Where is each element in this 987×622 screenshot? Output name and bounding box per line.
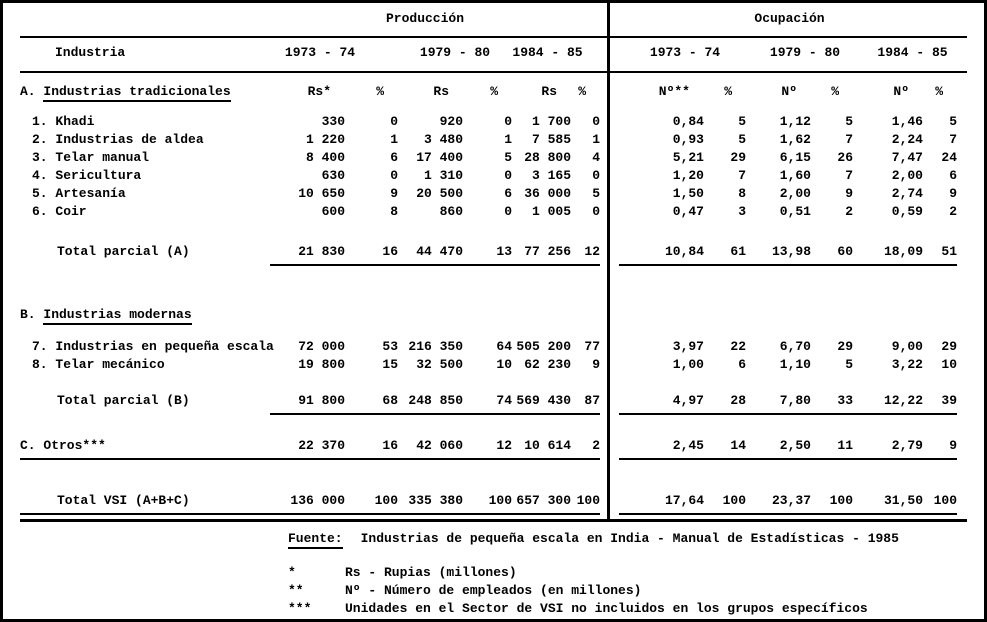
produccion-cell: 10 614 [512, 437, 571, 460]
ocupacion-cell: 60 [811, 243, 853, 266]
produccion-cell: 5 [504, 150, 512, 165]
produccion-cell: 3 165 [531, 168, 571, 183]
row-label: 5. Artesanía [32, 186, 126, 201]
ocupacion-cell: 28 [704, 392, 746, 415]
produccion-half-row [3, 306, 607, 324]
produccion-cell: 0 [592, 204, 600, 219]
ocupacion-cell: 7 [949, 132, 957, 147]
row-label: Total parcial (B) [57, 393, 190, 408]
ocupacion-cell: 0,93 [672, 132, 704, 147]
produccion-cell: 657 300 [512, 492, 571, 515]
produccion-cell: 0 [592, 114, 600, 129]
produccion-cell: 0 [504, 204, 512, 219]
produccion-cell: 0 [390, 168, 398, 183]
footnote-row [288, 582, 868, 600]
ocupacion-cell: 2,00 [779, 186, 811, 201]
footnotes [288, 564, 868, 618]
prod-period-header-1: 1973 - 74 [284, 45, 356, 60]
footnote-mark: ** [288, 583, 304, 598]
footnote-row [288, 564, 868, 582]
produccion-half-row [3, 243, 607, 266]
produccion-cell: 248 850 [398, 392, 463, 415]
produccion-cell: 1 700 [531, 114, 571, 129]
ocupacion-cell: 5 [738, 114, 746, 129]
table-row [3, 131, 984, 149]
ocupacion-half-row [607, 167, 984, 185]
produccion-cell: 1 [390, 132, 398, 147]
ocupacion-cell: Nº [781, 84, 797, 99]
ocupacion-cell: 5 [738, 132, 746, 147]
ocupacion-half-row [607, 83, 984, 101]
ocup-period-header-3: 1984 - 85 [877, 45, 948, 60]
ocupacion-cell: 6,15 [779, 150, 811, 165]
ocupacion-cell: 51 [923, 243, 957, 266]
ocupacion-cell: % [935, 84, 943, 99]
ocupacion-cell: 5 [949, 114, 957, 129]
ocupacion-half-row [607, 243, 984, 266]
ocupacion-cell: 2,79 [853, 437, 923, 460]
ocupacion-half-row [607, 356, 984, 374]
produccion-half-row [3, 356, 607, 374]
row-label: 3. Telar manual [32, 150, 150, 165]
ocupacion-cell: 9,00 [891, 339, 923, 354]
ocupacion-cell: 2,45 [619, 437, 704, 460]
produccion-cell: 68 [345, 392, 398, 415]
produccion-cell: 9 [390, 186, 398, 201]
produccion-cell: 100 [463, 492, 512, 515]
produccion-cell: 42 060 [398, 437, 463, 460]
ocupacion-half-row [607, 131, 984, 149]
produccion-half-row [3, 392, 607, 415]
ocupacion-half-row [607, 338, 984, 356]
produccion-cell: 4 [592, 150, 600, 165]
ocupacion-cell: % [831, 84, 839, 99]
produccion-cell: 36 000 [524, 186, 571, 201]
produccion-cell: 17 400 [416, 150, 463, 165]
produccion-cell: 10 [496, 357, 512, 372]
header-rule-top [20, 36, 967, 38]
ocupacion-cell: 0,84 [672, 114, 704, 129]
produccion-cell: 16 [345, 437, 398, 460]
ocupacion-half-row [607, 392, 984, 415]
ocupacion-cell: 9 [923, 437, 957, 460]
table-row [3, 113, 984, 131]
ocupacion-cell: 0,47 [672, 204, 704, 219]
ocupacion-cell: 1,60 [779, 168, 811, 183]
row-label: 4. Sericultura [32, 168, 142, 183]
produccion-cell: 1 [592, 132, 600, 147]
ocupacion-cell: 17,64 [619, 492, 704, 515]
produccion-cell: 100 [571, 492, 600, 515]
prod-period-header-3: 1984 - 85 [512, 45, 583, 60]
produccion-cell: 21 830 [270, 243, 345, 266]
table-row [3, 203, 984, 221]
produccion-cell: 0 [390, 114, 398, 129]
produccion-half-row [3, 492, 607, 515]
ocupacion-cell: 14 [704, 437, 746, 460]
source-text: Industrias de pequeña escala en India - Manual de Estadísticas - 1985 [360, 531, 899, 546]
ocupacion-cell: 3,22 [891, 357, 923, 372]
table-bottom-rule [20, 519, 967, 522]
produccion-cell: 3 480 [423, 132, 463, 147]
produccion-cell: 74 [463, 392, 512, 415]
produccion-cell: 2 [571, 437, 600, 460]
ocupacion-cell: 7 [845, 168, 853, 183]
produccion-cell: 12 [571, 243, 600, 266]
produccion-half-row [3, 131, 607, 149]
produccion-half-row [3, 113, 607, 131]
produccion-cell: 860 [439, 204, 463, 219]
produccion-cell: 1 [504, 132, 512, 147]
ocupacion-half-row [607, 203, 984, 221]
ocupacion-cell: 100 [811, 492, 853, 515]
ocupacion-cell: 1,00 [672, 357, 704, 372]
ocupacion-cell: 2,50 [746, 437, 811, 460]
ocupacion-column-group-header: Ocupación [754, 11, 825, 26]
ocupacion-half-row [607, 113, 984, 131]
produccion-cell: 9 [592, 357, 600, 372]
ocupacion-cell: 12,22 [853, 392, 923, 415]
ocupacion-cell: 3 [738, 204, 746, 219]
footnote-row [288, 600, 868, 618]
source-line [288, 531, 899, 546]
produccion-half-row [3, 83, 607, 101]
produccion-cell: 0 [504, 168, 512, 183]
table-row [3, 338, 984, 356]
ocupacion-half-row [607, 437, 984, 460]
ocupacion-cell: 33 [811, 392, 853, 415]
ocupacion-cell: 8 [738, 186, 746, 201]
produccion-cell: 330 [321, 114, 345, 129]
ocupacion-cell: 2,74 [891, 186, 923, 201]
produccion-ocupacion-divider [607, 3, 610, 522]
footnote-text: Rs - Rupias (millones) [345, 565, 517, 580]
produccion-cell: 28 800 [524, 150, 571, 165]
ocupacion-cell: % [724, 84, 732, 99]
table-row [3, 243, 984, 266]
produccion-cell: 77 256 [512, 243, 571, 266]
table-row [3, 356, 984, 374]
produccion-cell: Rs [541, 84, 557, 99]
produccion-cell: % [490, 84, 498, 99]
table-row [3, 492, 984, 515]
produccion-cell: % [376, 84, 384, 99]
ocupacion-cell: 1,50 [672, 186, 704, 201]
row-label: 6. Coir [32, 204, 87, 219]
produccion-cell: 72 000 [298, 339, 345, 354]
ocupacion-cell: 6 [738, 357, 746, 372]
ocupacion-cell: 100 [704, 492, 746, 515]
ocupacion-cell: 10,84 [619, 243, 704, 266]
produccion-cell: 91 800 [270, 392, 345, 415]
produccion-cell: 12 [463, 437, 512, 460]
produccion-cell: 87 [571, 392, 600, 415]
footnote-mark: * [288, 565, 296, 580]
table-row [3, 83, 984, 101]
ocupacion-cell: 2 [949, 204, 957, 219]
produccion-cell: Rs [433, 84, 449, 99]
produccion-cell: 600 [321, 204, 345, 219]
table-row [3, 167, 984, 185]
row-label: Total VSI (A+B+C) [20, 492, 270, 515]
ocupacion-cell: 2 [845, 204, 853, 219]
produccion-cell: 15 [382, 357, 398, 372]
ocupacion-cell: 13,98 [746, 243, 811, 266]
ocupacion-cell: 7,80 [746, 392, 811, 415]
produccion-cell: 6 [504, 186, 512, 201]
produccion-cell: 10 650 [298, 186, 345, 201]
row-label: Total parcial (A) [57, 244, 190, 259]
ocupacion-cell: 0,59 [891, 204, 923, 219]
ocupacion-cell: 29 [730, 150, 746, 165]
ocupacion-cell: 1,20 [672, 168, 704, 183]
ocupacion-cell: 29 [941, 339, 957, 354]
table-row [3, 306, 984, 324]
table-row [3, 437, 984, 460]
produccion-cell: 13 [463, 243, 512, 266]
ocupacion-cell: 6 [949, 168, 957, 183]
ocupacion-cell: 18,09 [853, 243, 923, 266]
produccion-cell: 136 000 [270, 492, 345, 515]
ocupacion-cell: 61 [704, 243, 746, 266]
produccion-cell: 32 500 [416, 357, 463, 372]
produccion-cell: 77 [584, 339, 600, 354]
prod-period-header-2: 1979 - 80 [419, 45, 491, 60]
row-label: 1. Khadi [32, 114, 95, 129]
ocupacion-cell: 9 [845, 186, 853, 201]
produccion-half-row [3, 167, 607, 185]
produccion-cell: 100 [345, 492, 398, 515]
row-label: 8. Telar mecánico [32, 357, 165, 372]
produccion-column-group-header: Producción [385, 11, 464, 26]
ocupacion-cell: 11 [811, 437, 853, 460]
produccion-half-row [3, 437, 607, 460]
produccion-cell: 1 310 [423, 168, 463, 183]
produccion-cell: % [578, 84, 586, 99]
produccion-cell: 1 005 [531, 204, 571, 219]
ocupacion-cell: 7,47 [891, 150, 923, 165]
table-row [3, 392, 984, 415]
ocupacion-cell: 39 [923, 392, 957, 415]
produccion-cell: 335 380 [398, 492, 463, 515]
produccion-cell: 569 430 [512, 392, 571, 415]
produccion-cell: 8 400 [305, 150, 345, 165]
ocupacion-cell: 10 [941, 357, 957, 372]
produccion-half-row [3, 149, 607, 167]
produccion-cell: 7 585 [531, 132, 571, 147]
ocupacion-cell: 2,00 [891, 168, 923, 183]
row-label: 7. Industrias en pequeña escala [32, 339, 274, 354]
table-row [3, 185, 984, 203]
produccion-cell: 53 [382, 339, 398, 354]
produccion-cell: 505 200 [516, 339, 571, 354]
produccion-half-row [3, 185, 607, 203]
ocupacion-cell: 1,10 [779, 357, 811, 372]
produccion-half-row [3, 338, 607, 356]
produccion-cell: 62 230 [524, 357, 571, 372]
ocupacion-cell: 3,97 [672, 339, 704, 354]
ocupacion-cell: 29 [837, 339, 853, 354]
ocupacion-cell: 5,21 [672, 150, 704, 165]
ocup-period-header-2: 1979 - 80 [769, 45, 841, 60]
row-label: B. Industrias modernas [20, 306, 270, 324]
source-label: Fuente: [288, 531, 343, 549]
ocupacion-cell: 1,46 [891, 114, 923, 129]
footnote-mark: *** [288, 601, 312, 616]
ocupacion-cell: Nº [893, 84, 909, 99]
row-label: 2. Industrias de aldea [32, 132, 204, 147]
produccion-half-row [3, 203, 607, 221]
ocupacion-cell: 4,97 [619, 392, 704, 415]
row-label: C. Otros*** [20, 437, 270, 460]
ocupacion-half-row [607, 492, 984, 515]
ocupacion-cell: 7 [738, 168, 746, 183]
produccion-cell: 920 [439, 114, 463, 129]
table-row [3, 149, 984, 167]
ocupacion-cell: 6,70 [779, 339, 811, 354]
ocupacion-cell: Nº** [658, 84, 690, 99]
table-body [3, 73, 984, 515]
ocupacion-cell: 31,50 [853, 492, 923, 515]
ocupacion-cell: 23,37 [746, 492, 811, 515]
ocupacion-cell: 22 [730, 339, 746, 354]
row-label: A. Industrias tradicionales [20, 83, 270, 101]
ocupacion-cell: 5 [845, 114, 853, 129]
produccion-cell: 6 [390, 150, 398, 165]
produccion-cell: 0 [504, 114, 512, 129]
produccion-cell: 20 500 [416, 186, 463, 201]
ocupacion-cell: 1,62 [779, 132, 811, 147]
ocupacion-cell: 0,51 [779, 204, 811, 219]
ocupacion-cell: 9 [949, 186, 957, 201]
ocupacion-cell: 1,12 [779, 114, 811, 129]
ocupacion-cell: 100 [923, 492, 957, 515]
ocupacion-cell: 24 [941, 150, 957, 165]
produccion-cell: 19 800 [298, 357, 345, 372]
produccion-cell: 5 [592, 186, 600, 201]
produccion-cell: 0 [592, 168, 600, 183]
footnote-text: Unidades en el Sector de VSI no incluidos en los grupos específicos [345, 601, 868, 616]
produccion-cell: 64 [496, 339, 512, 354]
produccion-cell: Rs* [307, 84, 331, 99]
produccion-cell: 22 370 [270, 437, 345, 460]
ocupacion-cell: 5 [845, 357, 853, 372]
produccion-cell: 216 350 [408, 339, 463, 354]
ocupacion-cell: 7 [845, 132, 853, 147]
ocupacion-half-row [607, 185, 984, 203]
ocupacion-cell: 26 [837, 150, 853, 165]
produccion-cell: 8 [390, 204, 398, 219]
produccion-cell: 16 [345, 243, 398, 266]
ocupacion-half-row [607, 149, 984, 167]
produccion-cell: 44 470 [398, 243, 463, 266]
ocupacion-cell: 2,24 [891, 132, 923, 147]
produccion-cell: 1 220 [305, 132, 345, 147]
footnote-text: Nº - Número de empleados (en millones) [345, 583, 642, 598]
produccion-cell: 630 [321, 168, 345, 183]
ocup-period-header-1: 1973 - 74 [649, 45, 721, 60]
industria-column-header: Industria [55, 45, 126, 60]
